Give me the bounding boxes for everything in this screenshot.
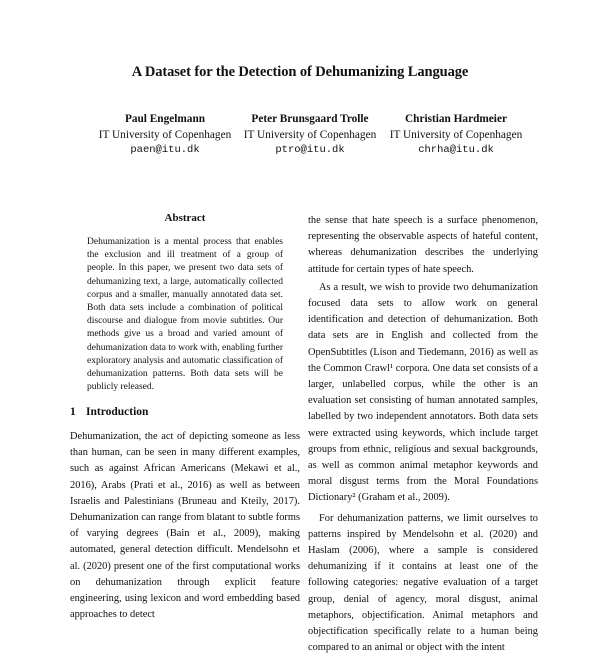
body-paragraph: For dehumanization patterns, we limit ourselves to patterns inspired by Mendelsohn et al. (2020) and Haslam (2006), where a sample is considered dehumanizing if it contains at least one of the following categories: negative evaluation of a target group, denial of agency, moral disgust, animal metaphors, objectification. Animal metaphors and objectification specifically relate to a human being compared to an animal or object with the intent (308, 512, 538, 654)
abstract-text: Dehumanization is a mental process that enables the exclusion and ill treatment of a group of people. In this paper, we present two data sets of dehumanizing text, a large, automatically collected corpus and a smaller, manually annotated data set. Both data sets include a combination of political discourse and dialogue from movie subtitles. Our methods give us a broad and varied amount of dehumanization data to work with, enabling further exploratory analysis and automatic classification of dehumanization patterns. Both data sets will be publicly released. (87, 237, 283, 393)
body-paragraph: As a result, we wish to provide two dehumanization focused data sets to allow work on general identification and detection of dehumanization. Both data sets are in English and collected from the OpenSubtitles (Lison and Tiedemann, 2016) as well as the Common Crawl¹ corpora. One data set consists of a larger, unlabelled corpus, while the other is an evaluation set consisting of human annotated samples, labelled by two independent annotators. Both data sets were extracted using keywords, which include target groups from ethnic, religious and sexual backgrounds, as well as common animal metaphor keywords and moral disgust terms from the Moral Foundations Dictionary² (Graham et al., 2009). (308, 281, 538, 504)
paper-title: A Dataset for the Detection of Dehumanizing Language (131, 64, 469, 80)
section-number: 1 (70, 406, 76, 418)
author-block (374, 112, 538, 159)
section-title: Introduction (86, 406, 149, 418)
author-affiliation: IT University of Copenhagen (243, 128, 377, 141)
right-column (308, 213, 538, 656)
author-name: Christian Hardmeier (405, 113, 507, 125)
author-affiliation: IT University of Copenhagen (389, 128, 523, 141)
author-affiliation: IT University of Copenhagen (98, 128, 232, 141)
author-email[interactable]: ptro@itu.dk (275, 144, 345, 156)
intro-paragraph: Dehumanization, the act of depicting someone as less than human, can be seen in many different examples, such as against African Americans (Mekawi et al., 2016), Arabs (Prati et al., 2016) as well as between Israelis and Palestinians (Bruneau and Kteily, 2017). Dehumanization can range from blatant to subtle forms of varying degrees (Bain et al., 2009), making automated, general detection difficult. Mendelsohn et al. (2020) present one of the first computational works on dehumanization through explicit feature engineering, using lexicon and word embedding based approaches to detect (70, 431, 300, 621)
section-heading (70, 406, 148, 418)
left-column (70, 429, 300, 623)
author-block (224, 112, 396, 159)
abstract-heading: Abstract (164, 212, 206, 224)
author-name: Peter Brunsgaard Trolle (251, 113, 369, 125)
author-block (90, 112, 240, 159)
author-name: Paul Engelmann (124, 113, 206, 125)
body-paragraph: the sense that hate speech is a surface phenomenon, representing the observable aspects of hateful content, whereas dehumanization describes the underlying attitude for certain types of hate speech. (308, 215, 538, 275)
author-email[interactable]: chrha@itu.dk (418, 144, 494, 156)
author-email[interactable]: paen@itu.dk (130, 144, 200, 156)
